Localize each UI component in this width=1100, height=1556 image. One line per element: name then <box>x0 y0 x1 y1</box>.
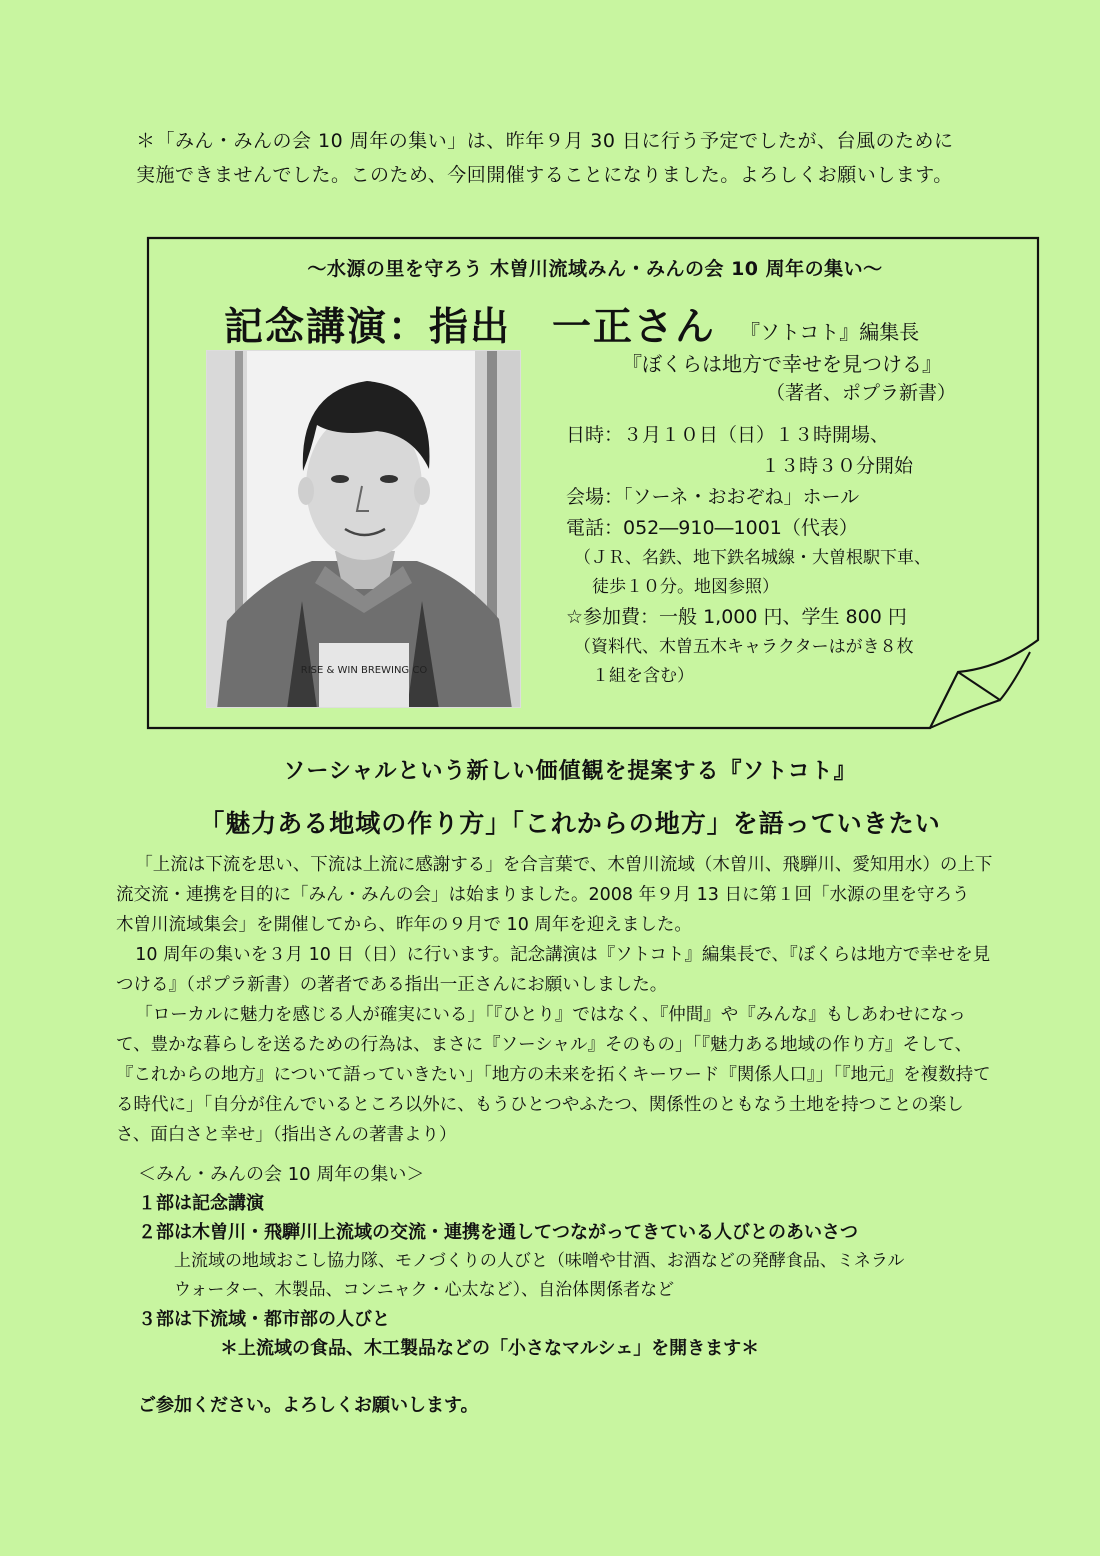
event-venue: 会場：「ソーネ・おおぞね」ホール <box>566 486 860 508</box>
event-phone: 電話：052―910―1001（代表） <box>566 517 858 539</box>
program-part-2-detail-2: ウォーター、木製品、コンニャク・心太など）、自治体関係者など <box>174 1280 675 1300</box>
event-fee: ☆参加費：一般 1,000 円、学生 800 円 <box>566 606 907 628</box>
headline-sotokoto: ソーシャルという新しい価値観を提案する『ソトコト』 <box>283 759 857 784</box>
lecture-heading: 記念講演：指出 一正さん <box>224 304 717 350</box>
event-access-line-1: （ＪＲ、名鉄、地下鉄名城線・大曽根駅下車、 <box>574 548 931 568</box>
speaker-portrait-image <box>207 351 521 708</box>
program-part-2-detail-1: 上流域の地域おこし協力隊、モノづくりの人びと（味噌や甘酒、お酒などの発酵食品、ミネラル <box>174 1251 905 1271</box>
marche-announcement: ＊上流域の食品、木工製品などの「小さなマルシェ」を開きます＊ <box>220 1338 760 1359</box>
shirt-print-text: RISE & WIN BREWING CO <box>300 665 428 676</box>
program-heading: ＜みん・みんの会 10 周年の集い＞ <box>138 1164 425 1185</box>
closing-message: ご参加ください。よろしくお願いします。 <box>138 1395 479 1416</box>
event-access-line-2: 徒歩１０分。地図参照） <box>592 577 779 597</box>
body-paragraph-3: 「ローカルに魅力を感じる人が確実にいる」「『ひとり』ではなく、『仲間』や『みんな』もしあわせになって、豊かな暮らしを送るための行為は、まさに『ソーシャル』そのもの」「『魅力ある地域の作り方』そして、『これからの地方』について語っていきたい」「地方の未来を拓くキーワード『関係人口』」「『地元』を複数持てる時代に」「自分が住んでいるところ以外に、もうひとつやふたつ、関係性のともなう土地を持つことの楽しさ、面白さと幸せ」（指出さんの著書より） <box>116 1005 991 1145</box>
headline-lecture-theme: 「魅力ある地域の作り方」「これからの地方」を語っていきたい <box>199 809 941 838</box>
notice-line-2: 実施できませんでした。このため、今回開催することになりました。よろしくお願いします。 <box>136 164 953 186</box>
event-details <box>566 420 1026 691</box>
event-fee-note-line-2: １組を含む） <box>592 666 694 686</box>
program-part-1: １部は記念講演 <box>138 1193 264 1214</box>
program-section <box>138 1160 1038 1420</box>
event-start-time: １３時３０分開始 <box>761 455 914 477</box>
program-part-3: ３部は下流域・都市部の人びと <box>138 1309 390 1330</box>
event-title: ～水源の里を守ろう 木曽川流域みん・みんの会 10 周年の集い～ <box>307 258 883 280</box>
speaker-role: 『ソトコト』編集長 <box>740 320 920 344</box>
event-fee-note-line-1: （資料代、木曽五木キャラクターはがき８枚 <box>574 637 914 657</box>
body-text <box>116 850 996 1150</box>
event-datetime: 日時：３月１０日（日）１３時開場、 <box>566 424 890 446</box>
body-paragraph-1: 「上流は下流を思い、下流は上流に感謝する」を合言葉で、木曽川流域（木曽川、飛騨川、愛知用水）の上下流交流・連携を目的に「みん・みんの会」は始まりました。2008 年９月 13 日に第１回「水源の里を守ろう 木曽川流域集会」を開催してから、昨年の９月で 10 周年を迎えました。 <box>116 855 993 935</box>
notice-line-1: ＊「みん・みんの会 10 周年の集い」は、昨年９月 30 日に行う予定でしたが、台風のために <box>136 130 954 152</box>
program-part-2: ２部は木曽川・飛騨川上流域の交流・連携を通してつながってきている人びとのあいさつ <box>138 1222 858 1243</box>
body-paragraph-2: 10 周年の集いを３月 10 日（日）に行います。記念講演は『ソトコト』編集長で、『ぼくらは地方で幸せを見つける』（ポプラ新書）の著者である指出一正さんにお願いしました。 <box>116 945 991 995</box>
speaker-photo <box>206 350 521 708</box>
speaker-book: 『ぼくらは地方で幸せを見つける』 <box>622 352 942 376</box>
speaker-book-note: （著者、ポプラ新書） <box>766 382 957 404</box>
